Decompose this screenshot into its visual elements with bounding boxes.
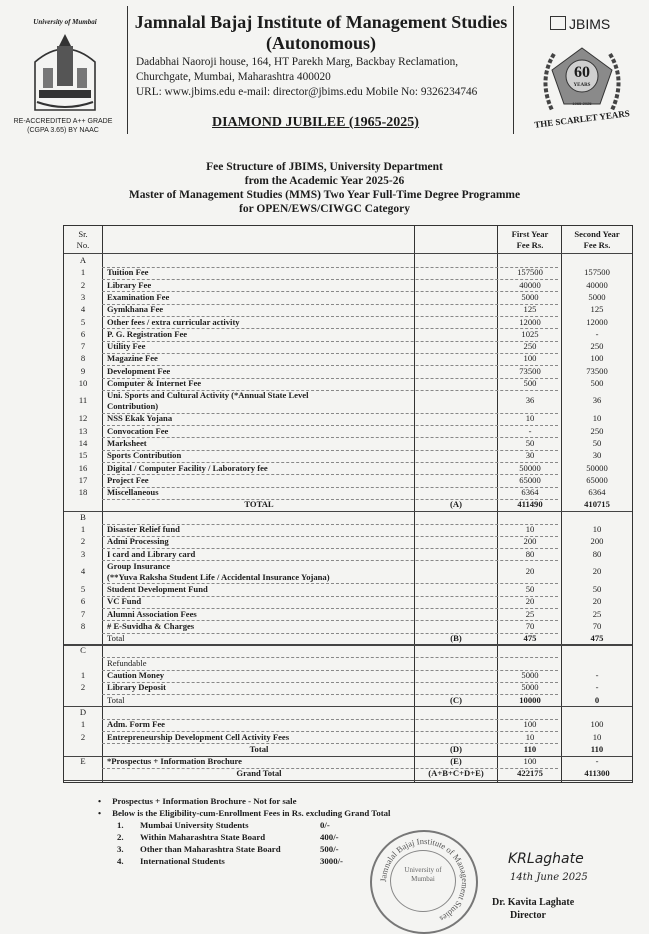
table-row	[64, 682, 632, 694]
cell-sr: 5	[80, 316, 86, 327]
cell-second-year: 12000	[586, 316, 608, 327]
table-row	[64, 463, 632, 475]
table-row	[64, 549, 632, 561]
emblem-years: YEARS	[573, 83, 591, 88]
cell-sr: E	[80, 756, 86, 767]
cell-second-year: 40000	[586, 279, 608, 290]
cell-particular: *Prospectus + Information Brochure	[107, 756, 242, 767]
table-row	[64, 329, 632, 341]
cell-second-year: 0	[594, 694, 600, 705]
stamp-center: University of Mumbai	[404, 866, 442, 883]
signatory-designation: Director	[510, 910, 546, 921]
cell-sr: D	[79, 706, 87, 717]
cell-first-year: 100	[523, 756, 537, 767]
cell-second-year: 20	[592, 596, 602, 607]
address-line-2: Churchgate, Mumbai, Maharashtra 400020	[136, 71, 331, 83]
cell-particular: Student Development Fund	[107, 583, 208, 594]
cell-first-year: 157500	[517, 267, 543, 278]
cell-first-year: 125	[523, 304, 537, 315]
signatory-name: Dr. Kavita Laghate	[492, 897, 575, 908]
cell-sr: 5	[80, 583, 86, 594]
cell-particular: Gymkhana Fee	[107, 304, 164, 315]
cell-first-year: 5000	[521, 682, 539, 693]
cell-sr: 3	[80, 548, 86, 559]
cell-sr: B	[80, 511, 86, 522]
cell-second-year: -	[595, 670, 599, 680]
cell-second-year: 411300	[584, 768, 610, 779]
cell-sr: 2	[80, 279, 86, 290]
contact-line: URL: www.jbims.edu e-mail: director@jbims.edu Mobile No: 9326234746	[136, 86, 478, 98]
cell-second-year: 6364	[588, 487, 606, 498]
cell-second-year: 500	[590, 378, 604, 388]
table-row	[64, 584, 632, 596]
cell-second-year: 5000	[588, 291, 606, 302]
emblem-number: 60	[574, 64, 590, 81]
cell-sr: 17	[78, 474, 88, 485]
cell-particular: Examination Fee	[107, 291, 170, 302]
cell-second-year: 10	[592, 731, 602, 742]
table-row	[64, 487, 632, 499]
cell-sr: 1	[80, 524, 86, 534]
cell-particular: Marksheet	[107, 437, 147, 448]
enrollment-fee: 3000/-	[320, 856, 343, 866]
accreditation: RE-ACCREDITED A++ GRADE (CGPA 3.65) BY NAAC	[13, 118, 113, 134]
divider-left	[127, 6, 128, 134]
cell-first-year: 411490	[517, 499, 543, 510]
university-emblem-icon	[29, 32, 101, 112]
table-row	[64, 658, 632, 670]
cell-second-year: 50	[592, 437, 602, 448]
cell-sr: 2	[80, 731, 86, 742]
signature-handwritten: KRLaghate	[508, 851, 584, 867]
cell-first-year: 500	[523, 378, 537, 388]
cell-sr: C	[80, 645, 86, 656]
cell-second-year: 250	[590, 341, 604, 352]
cell-first-year: 50000	[519, 462, 541, 473]
cell-sr: 16	[78, 462, 88, 473]
cell-first-year: 422175	[517, 768, 543, 779]
letterhead	[0, 0, 649, 140]
cell-first-year: 1025	[521, 328, 539, 339]
enrollment-fee: 0/-	[320, 820, 330, 830]
cell-ref: (A)	[450, 499, 462, 510]
cell-first-year: 40000	[519, 279, 541, 290]
divider-right	[513, 6, 514, 134]
enrollment-num: 1.	[117, 820, 124, 830]
cell-sr: 3	[80, 291, 86, 302]
cell-sr: 18	[78, 487, 88, 498]
title-line-4: for OPEN/EWS/CIWGC Category	[238, 203, 410, 215]
cell-second-year: 80	[592, 548, 602, 559]
jubilee-heading: DIAMOND JUBILEE (1965-2025)	[212, 115, 419, 130]
cell-particular: Tuition Fee	[107, 267, 149, 278]
table-row	[64, 609, 632, 621]
university-logo	[2, 4, 126, 114]
title-line-2: from the Academic Year 2025-26	[244, 175, 405, 187]
cell-first-year: 12000	[519, 316, 541, 327]
cell-ref: (B)	[450, 633, 462, 644]
table-row	[64, 304, 632, 316]
table-row	[64, 317, 632, 329]
table-row	[64, 426, 632, 438]
cell-particular: Caution Money	[107, 670, 165, 680]
cell-first-year: 10	[525, 413, 535, 424]
table-row	[64, 744, 632, 756]
cell-sr: 1	[80, 719, 86, 730]
table-row	[64, 413, 632, 425]
cell-second-year: 73500	[586, 365, 608, 376]
cell-particular: Alumni Association Fees	[107, 608, 197, 619]
table-row	[64, 719, 632, 731]
cell-sr: 2	[80, 536, 86, 547]
cell-particular: Total	[107, 633, 125, 644]
cell-first-year: 10000	[519, 694, 541, 705]
table-header: Sr. No. First Year Fee Rs. Second Year Fee Rs.	[76, 229, 620, 250]
emblem-tagline: THE SCARLET YEARS	[533, 108, 631, 130]
cell-second-year: 250	[590, 425, 604, 436]
fee-table	[63, 225, 633, 783]
cell-particular: Total	[107, 694, 125, 705]
cell-ref: (C)	[450, 694, 462, 705]
cell-sr: 14	[78, 437, 88, 448]
cell-second-year: 157500	[584, 267, 610, 278]
cell-first-year: 50	[525, 437, 535, 448]
cell-particular: Library Fee	[107, 279, 152, 290]
cell-first-year: 100	[523, 353, 537, 364]
cell-particular: I card and Library card	[107, 548, 196, 559]
cell-particular: Convocation Fee	[107, 425, 169, 436]
table-row	[64, 450, 632, 462]
cell-particular: Development Fee	[107, 365, 171, 376]
cell-particular: # E-Suvidha & Charges	[107, 620, 195, 631]
enrollment-num: 4.	[117, 856, 124, 866]
cell-first-year: 20	[525, 596, 535, 607]
cell-first-year: 250	[523, 341, 537, 352]
cell-second-year: -	[595, 756, 599, 767]
table-row	[64, 561, 632, 584]
cell-particular: Digital / Computer Facility / Laboratory fee	[107, 462, 268, 473]
cell-second-year: 110	[590, 743, 604, 754]
table-row	[64, 596, 632, 608]
cell-first-year: 70	[525, 620, 535, 631]
cell-sr: 6	[80, 328, 86, 339]
cell-first-year: -	[528, 425, 532, 436]
cell-sr: 6	[80, 596, 86, 607]
institute-stamp	[370, 830, 478, 934]
cell-sr: 7	[80, 341, 86, 352]
cell-sr: 9	[80, 365, 86, 376]
table-row	[64, 390, 632, 413]
cell-first-year: 73500	[519, 365, 541, 376]
cell-sr: 15	[78, 450, 88, 461]
cell-first-year: 50	[525, 583, 535, 594]
cell-sr: 8	[80, 353, 86, 364]
cell-second-year: 65000	[586, 474, 608, 485]
cell-particular-cont: Contribution)	[107, 401, 159, 412]
cell-sr: 12	[78, 413, 88, 424]
cell-first-year: 10	[525, 524, 535, 534]
cell-sr: A	[79, 255, 87, 265]
cell-particular: TOTAL	[244, 499, 274, 510]
cell-particular: Entrepreneurship Development Cell Activity Fees	[107, 731, 290, 742]
cell-second-year: 70	[592, 620, 602, 631]
stamp-text: Jamnalal Bajaj Institute of Management Studies	[377, 835, 471, 925]
cell-particular: Library Deposit	[107, 682, 166, 693]
cell-first-year: 10	[525, 731, 535, 742]
cell-ref: (A+B+C+D+E)	[428, 768, 484, 779]
cell-first-year: 6364	[521, 487, 539, 498]
cell-sr: 10	[78, 378, 88, 388]
cell-first-year: 110	[523, 743, 537, 754]
cell-second-year: 10	[592, 413, 602, 424]
cell-first-year: 65000	[519, 474, 541, 485]
cell-second-year: 36	[592, 395, 602, 406]
table-row	[64, 292, 632, 304]
cell-particular: Refundable	[107, 657, 147, 668]
cell-second-year: 410715	[584, 499, 610, 510]
jbims-logo-icon	[550, 16, 566, 30]
cell-particular: Disaster Relief fund	[107, 524, 180, 534]
enrollment-label: Mumbai University Students	[140, 820, 249, 830]
cell-particular: Grand Total	[236, 768, 282, 779]
cell-second-year: 10	[592, 524, 602, 534]
cell-particular: Sports Contribution	[107, 450, 182, 461]
cell-second-year: 50	[592, 583, 602, 594]
cell-particular: Other fees / extra curricular activity	[107, 316, 240, 327]
cell-ref: (D)	[450, 743, 462, 754]
title-line-1: Fee Structure of JBIMS, University Department	[206, 161, 443, 173]
cell-ref: (E)	[450, 756, 462, 767]
cell-first-year: 36	[525, 395, 535, 406]
cell-first-year: 25	[525, 608, 535, 619]
university-name: University of Mumbai	[33, 18, 97, 26]
cell-sr: 13	[78, 425, 88, 436]
enrollment-label: Other than Maharashtra State Board	[140, 844, 281, 854]
address-line-1: Dadabhai Naoroji house, 164, HT Parekh Marg, Backbay Reclamation,	[136, 56, 459, 68]
table-row	[64, 524, 632, 536]
cell-particular: P. G. Registration Fee	[107, 328, 188, 339]
cell-particular: NSS Ekak Yojana	[107, 413, 173, 424]
cell-sr: 7	[80, 608, 86, 619]
table-row	[64, 475, 632, 487]
cell-second-year: 100	[590, 353, 604, 364]
cell-particular: VC Fund	[107, 596, 142, 607]
cell-sr: 2	[80, 682, 86, 693]
cell-first-year: 20	[525, 565, 535, 576]
enrollment-label: International Students	[140, 856, 225, 866]
cell-particular: Group Insurance	[107, 560, 171, 571]
enrollment-label: Within Maharashtra State Board	[140, 832, 266, 842]
cell-sr: 4	[80, 304, 86, 315]
cell-sr: 1	[80, 267, 86, 278]
cell-particular: Admi Processing	[107, 536, 169, 547]
cell-second-year: 25	[592, 608, 602, 619]
enrollment-fee: 400/-	[320, 832, 339, 842]
emblem-range: 1965-2025	[572, 101, 592, 106]
table-row	[64, 255, 632, 267]
enrollment-fee: 500/-	[320, 844, 339, 854]
note-bullet-2: • Below is the Eligibility-cum-Enrollment Fees in Rs. excluding Grand Total	[98, 808, 391, 818]
cell-sr: 1	[80, 670, 86, 680]
cell-particular: Adm. Form Fee	[107, 719, 165, 730]
cell-second-year: 20	[592, 565, 602, 576]
cell-second-year: 30	[592, 450, 602, 461]
cell-first-year: 30	[525, 450, 535, 461]
cell-sr: 11	[78, 395, 88, 406]
cell-first-year: 5000	[521, 670, 539, 680]
cell-second-year: 100	[590, 719, 604, 730]
jbims-logo: JBIMS	[550, 16, 610, 32]
cell-particular: Project Fee	[107, 474, 149, 485]
table-row	[64, 378, 632, 390]
cell-second-year: -	[595, 682, 599, 693]
title-line-3: Master of Management Studies (MMS) Two Year Full-Time Degree Programme	[128, 189, 521, 201]
signature-date: 14th June 2025	[510, 872, 588, 883]
cell-second-year: 50000	[586, 462, 608, 473]
note-bullet-1: • Prospectus + Information Brochure - Not for sale	[98, 796, 297, 806]
table-row	[64, 341, 632, 353]
institute-name: Jamnalal Bajaj Institute of Management Studies (Autonomous)	[134, 12, 508, 53]
cell-second-year: 125	[590, 304, 604, 315]
table-row	[64, 280, 632, 292]
cell-first-year: 80	[525, 548, 535, 559]
table-row	[64, 267, 632, 279]
cell-sr: 4	[80, 565, 86, 576]
cell-particular-cont: (**Yuva Raksha Student Life / Accidental Insurance Yojana)	[107, 571, 330, 582]
diamond-jubilee-emblem	[518, 6, 646, 136]
cell-second-year: -	[595, 328, 599, 339]
table-row	[64, 621, 632, 633]
cell-sr: 8	[80, 620, 86, 631]
enrollment-num: 2.	[117, 832, 124, 842]
cell-particular: Miscellaneous	[107, 487, 159, 498]
enrollment-num: 3.	[117, 844, 124, 854]
cell-particular: Magazine Fee	[107, 353, 158, 364]
table-row	[64, 768, 632, 780]
cell-first-year: 200	[523, 536, 537, 547]
table-row	[64, 366, 632, 378]
table-row	[64, 707, 632, 719]
cell-particular: Uni. Sports and Cultural Activity (*Annual State Level	[107, 390, 309, 401]
table-row	[64, 732, 632, 744]
table-row	[64, 536, 632, 548]
table-row	[64, 353, 632, 365]
table-row	[64, 756, 632, 768]
cell-particular: Computer & Internet Fee	[107, 378, 202, 388]
cell-first-year: 5000	[521, 291, 539, 302]
table-row	[64, 645, 632, 657]
cell-second-year: 200	[590, 536, 604, 547]
cell-first-year: 475	[523, 633, 537, 644]
cell-particular: Utility Fee	[107, 341, 146, 352]
table-row	[64, 512, 632, 524]
table-row	[64, 438, 632, 450]
cell-second-year: 475	[590, 633, 604, 644]
table-row	[64, 670, 632, 682]
cell-particular: Total	[249, 743, 269, 754]
cell-first-year: 100	[523, 719, 537, 730]
